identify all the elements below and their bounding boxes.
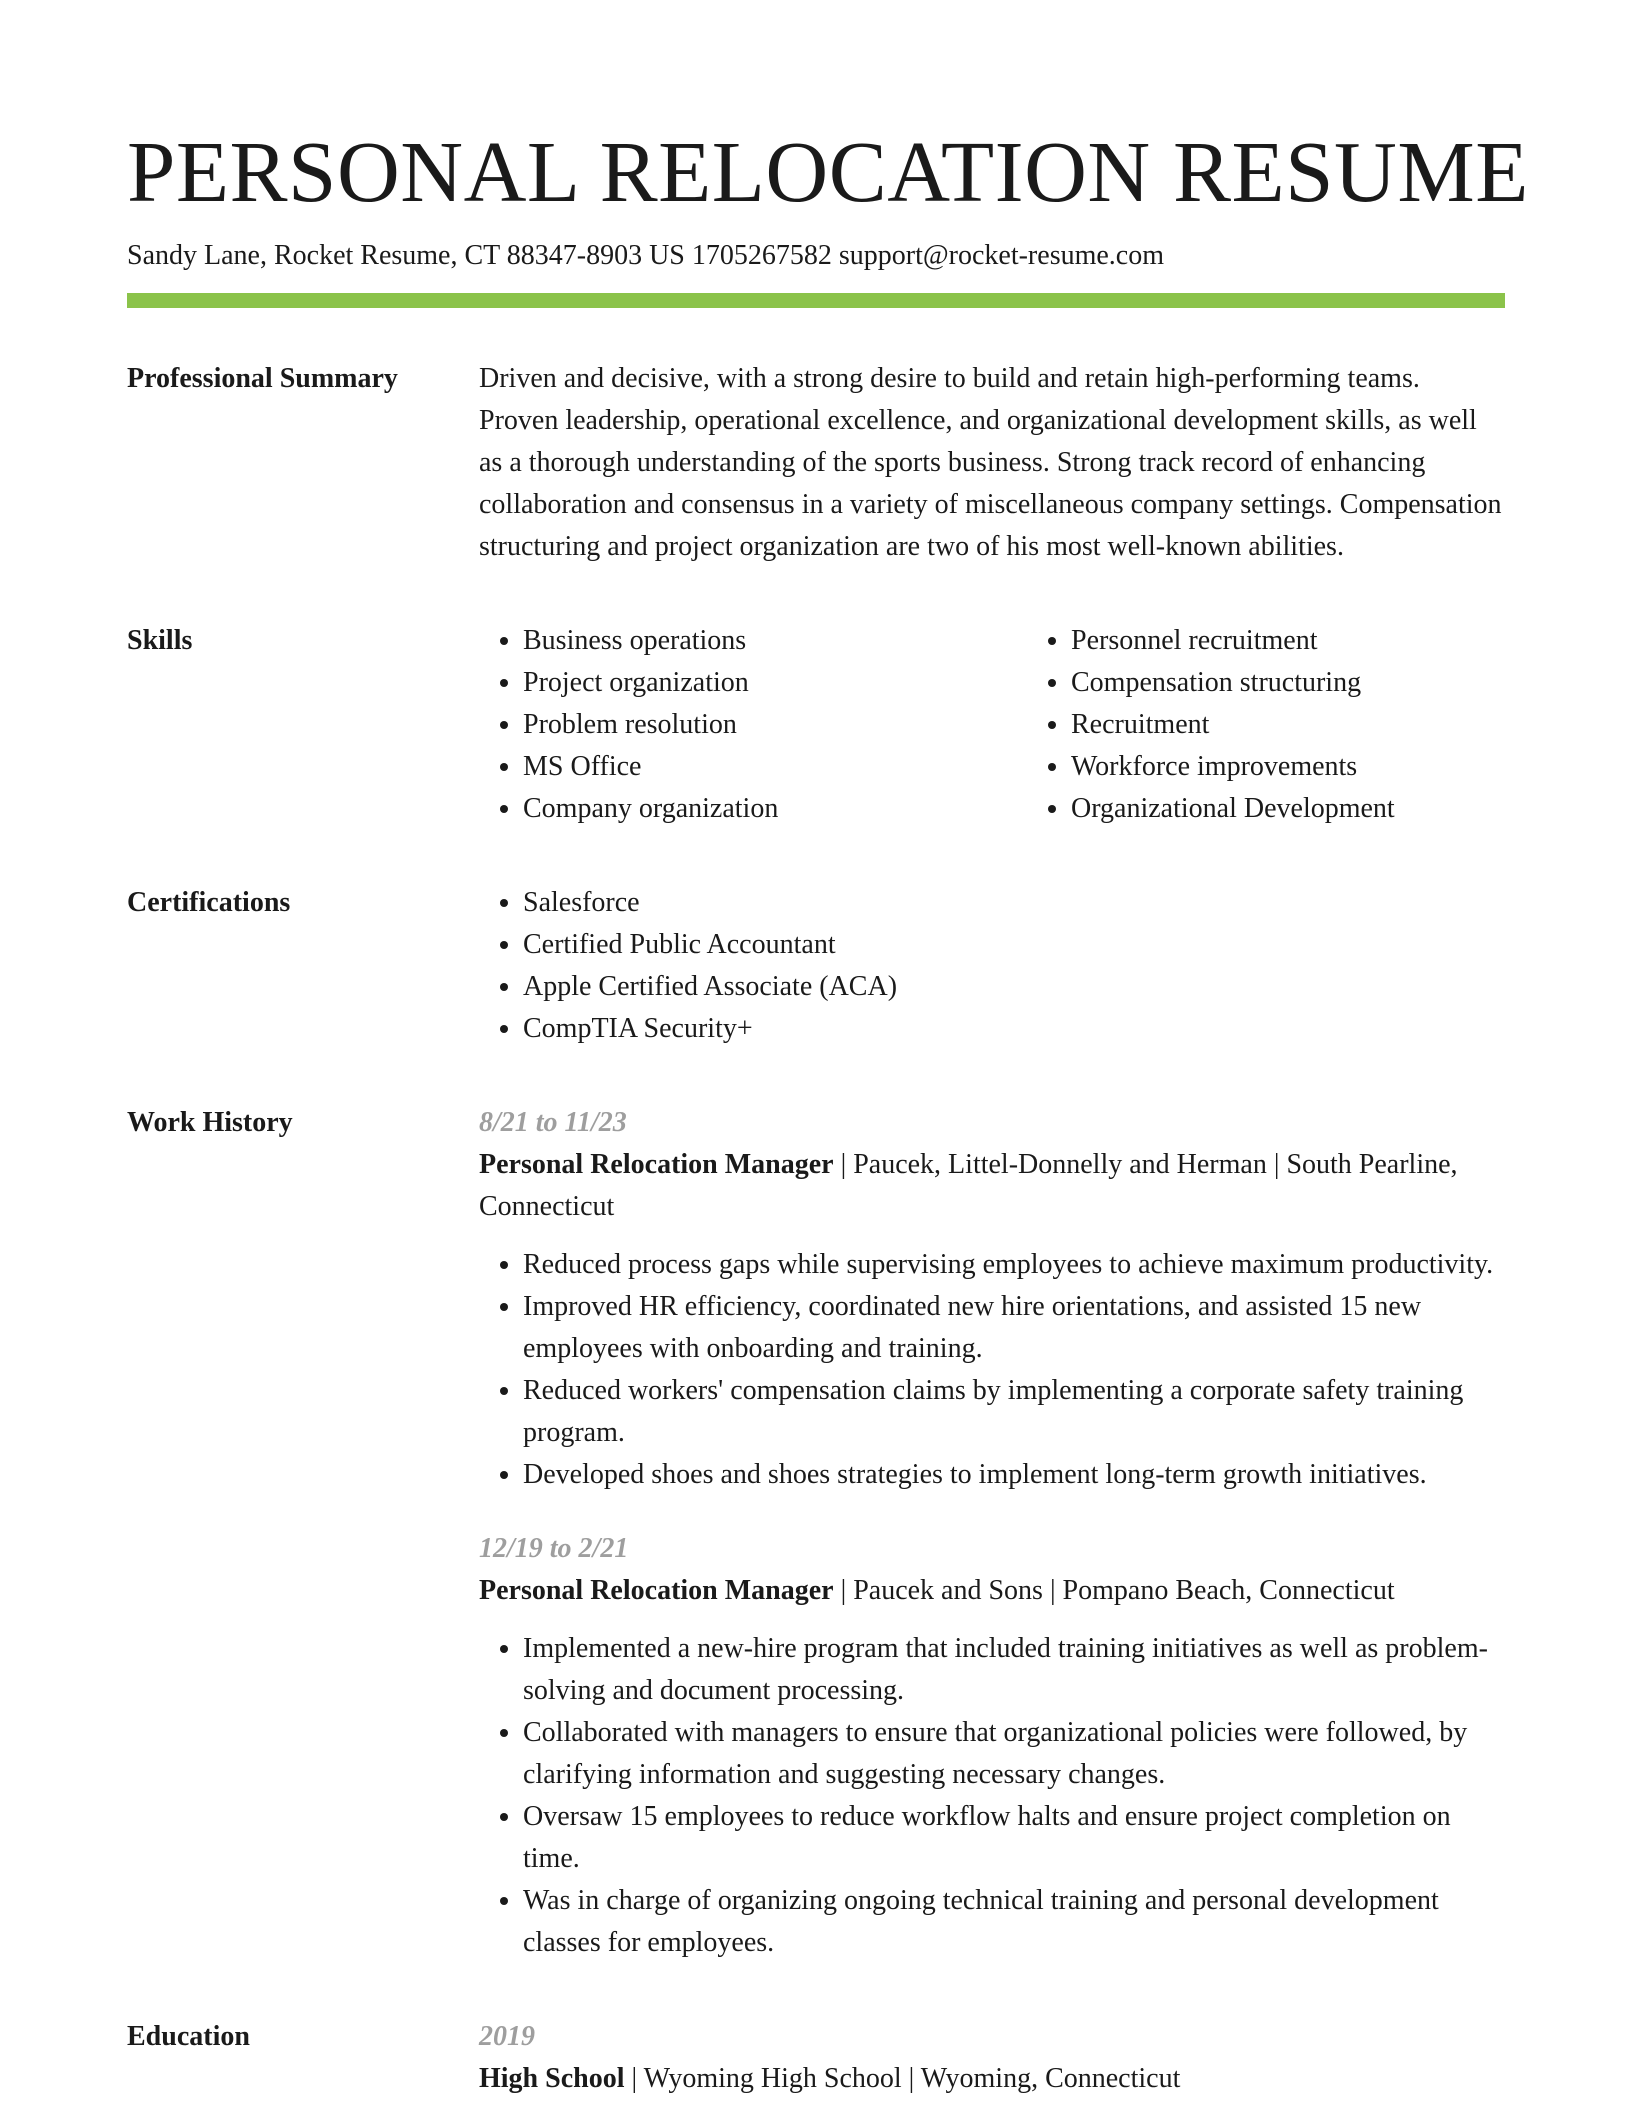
skill-item: • Personnel recruitment [1071, 620, 1505, 662]
certification-item: • Certified Public Accountant [523, 924, 1505, 966]
certification-item: • CompTIA Security+ [523, 1008, 1505, 1050]
skills-list-right [1027, 620, 1505, 830]
job-bullet: • Reduced workers' compensation claims by implementing a corporate safety training program. [523, 1370, 1505, 1454]
skill-item: • Project organization [523, 662, 1027, 704]
job-bullet: • Developed shoes and shoes strategies to implement long-term growth initiatives. [523, 1454, 1505, 1496]
job-bullet: • Was in charge of organizing ongoing technical training and personal development classes for employees. [523, 1880, 1505, 1964]
section-label-certifications: Certifications [127, 886, 291, 918]
job-heading [479, 1570, 1505, 1612]
skill-item: • Problem resolution [523, 704, 1027, 746]
header-divider [127, 293, 1505, 308]
job-details: | Paucek and Sons | Pompano Beach, Connecticut [833, 1574, 1395, 1606]
job-dates: 12/19 to 2/21 [479, 1532, 629, 1564]
job-bullet: • Oversaw 15 employees to reduce workflow halts and ensure project completion on time. [523, 1796, 1505, 1880]
section-work-history [127, 1102, 1505, 1964]
skill-item: • Recruitment [1071, 704, 1505, 746]
job-heading [479, 1144, 1505, 1228]
skill-item: • Workforce improvements [1071, 746, 1505, 788]
skill-item: • Business operations [523, 620, 1027, 662]
skill-item: • Compensation structuring [1071, 662, 1505, 704]
job-details: | Paucek, Littel-Donnelly and Herman | South Pearline, Connecticut [479, 1148, 1458, 1222]
skills-list-left [479, 620, 1027, 830]
section-education [127, 2016, 1505, 2100]
education-heading [479, 2058, 1505, 2100]
resume-title: PERSONAL RELOCATION RESUME [127, 123, 1529, 220]
job-title: Personal Relocation Manager [479, 1574, 834, 1606]
job-bullets [479, 1244, 1505, 1496]
section-skills [127, 620, 1505, 830]
skill-item: • MS Office [523, 746, 1027, 788]
certification-item: • Salesforce [523, 882, 1505, 924]
job-bullet: • Collaborated with managers to ensure that organizational policies were followed, by clarifying information and suggesting necessary changes. [523, 1712, 1505, 1796]
job-title: Personal Relocation Manager [479, 1148, 834, 1180]
job-entry [479, 1102, 1505, 1496]
job-bullet: • Reduced process gaps while supervising employees to achieve maximum productivity. [523, 1244, 1505, 1286]
skill-item: • Organizational Development [1071, 788, 1505, 830]
education-degree: High School [479, 2062, 625, 2094]
summary-text: Driven and decisive, with a strong desire to build and retain high-performing teams. Proven leadership, operational excellence, and organizational development skills, as well as a thorough understanding of the sports business. Strong track record of enhancing collaboration and consensus in a variety of miscellaneous company settings. Compensation structuring and project organization are two of his most well-known abilities. [479, 362, 1502, 562]
section-label-skills: Skills [127, 624, 193, 656]
job-bullet: • Implemented a new-hire program that included training initiatives as well as problem-solving and document processing. [523, 1628, 1505, 1712]
job-entry [479, 1528, 1505, 1964]
section-label-summary: Professional Summary [127, 362, 398, 394]
job-bullets [479, 1628, 1505, 1964]
section-certifications [127, 882, 1505, 1050]
education-details: | Wyoming High School | Wyoming, Connecticut [624, 2062, 1181, 2094]
contact-line: Sandy Lane, Rocket Resume, CT 88347-8903 US 1705267582 support@rocket-resume.com [127, 240, 1164, 271]
section-label-work-history: Work History [127, 1106, 293, 1138]
education-year: 2019 [479, 2020, 535, 2052]
certification-item: • Apple Certified Associate (ACA) [523, 966, 1505, 1008]
certifications-list [479, 882, 1505, 1050]
section-label-education: Education [127, 2020, 250, 2052]
section-professional-summary [127, 358, 1505, 568]
skill-item: • Company organization [523, 788, 1027, 830]
job-bullet: • Improved HR efficiency, coordinated new hire orientations, and assisted 15 new employees with onboarding and training. [523, 1286, 1505, 1370]
job-dates: 8/21 to 11/23 [479, 1106, 627, 1138]
